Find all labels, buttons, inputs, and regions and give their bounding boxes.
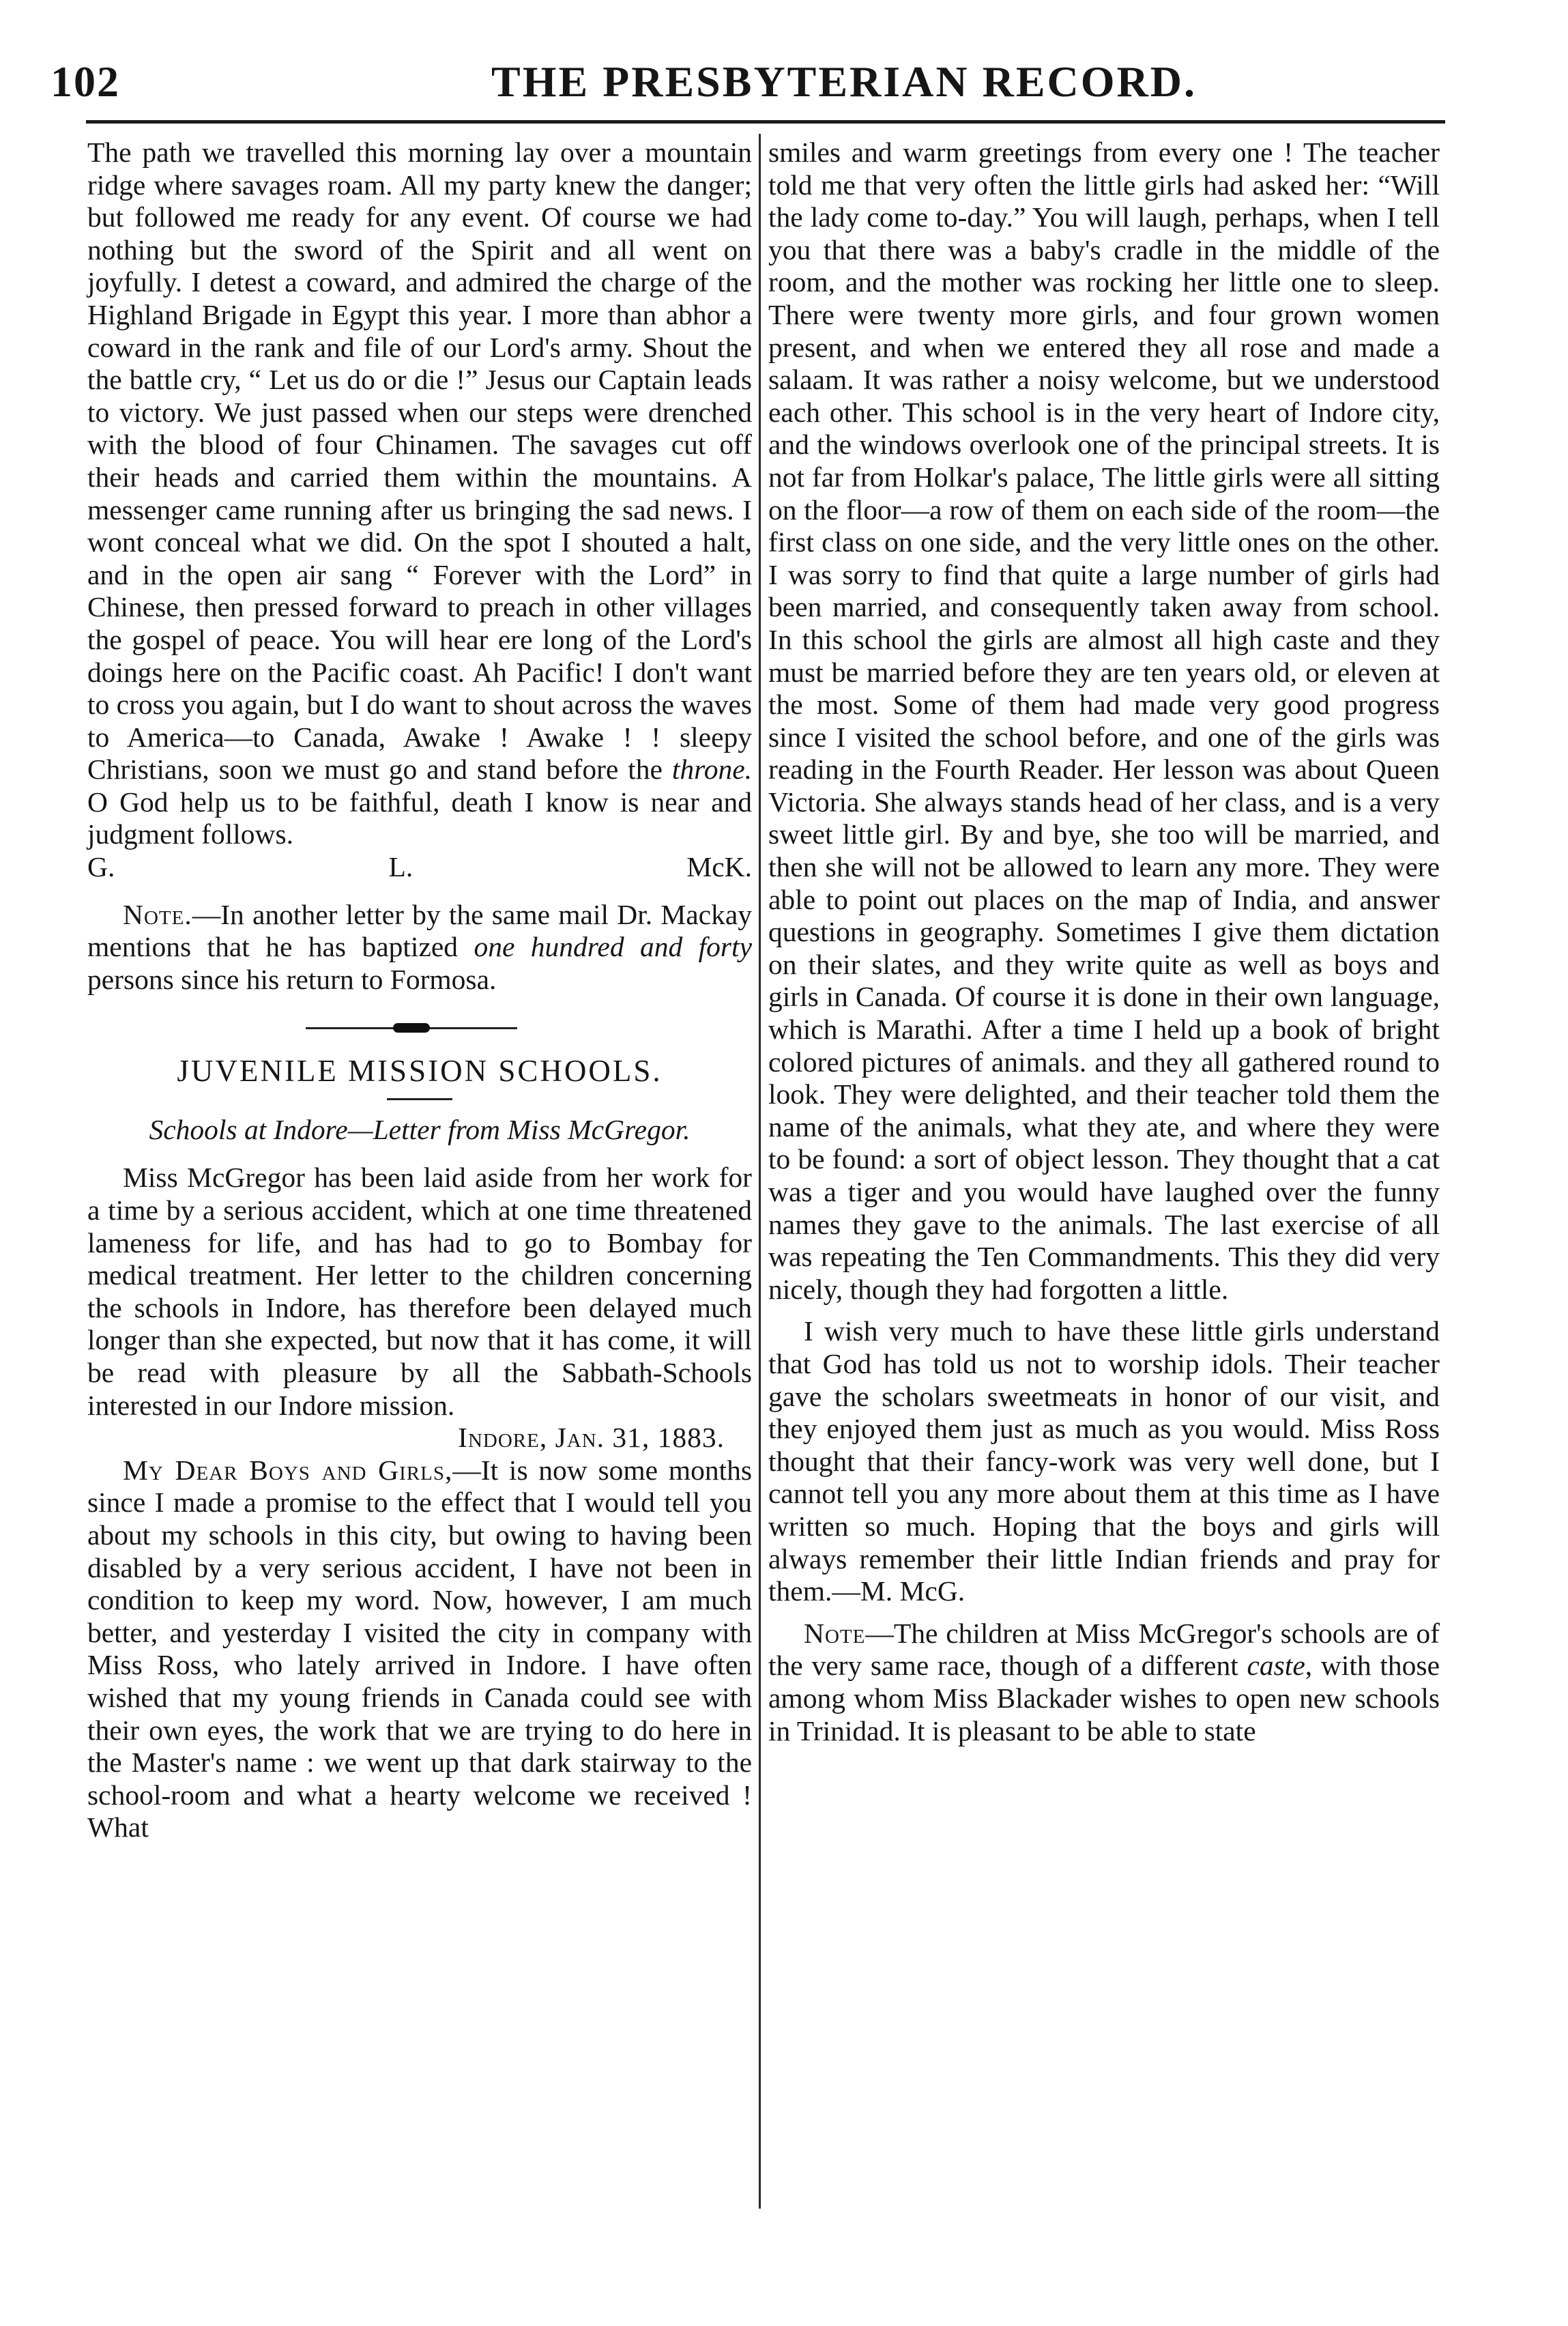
left-column: [87, 137, 752, 1844]
right-note-text-end: , with those among whom Miss Blackader wishes to open new schools in Trinidad. It is pleasant to be able to state: [768, 1650, 1440, 1747]
formosa-letter-paragraph: [87, 137, 752, 851]
note-text-end: persons since his return to Formosa.: [87, 963, 497, 995]
right-note-text: —The children at Miss McGregor's schools are of the very same race, though of a different: [768, 1617, 1440, 1682]
note-text: —In another letter by the same mail Dr. Mackay mentions that he has baptized: [87, 898, 752, 963]
section-heading: JUVENILE MISSION SCHOOLS.: [177, 1054, 663, 1089]
letter-continuation-paragraph: smiles and warm greetings from every one ! The teacher told me that very often the little girls had asked her: “Will the lady come to-day.” You will laugh, perhaps, when I tell you that there was a baby's cradle in the middle of the room, and the mother was rocking her little one to sleep. There were twenty more girls, and four grown women present, and when we entered they all rose and made a salaam. It was rather a noisy welcome, but we understood each other. This school is in the very heart of Indore city, and the windows overlook one of the principal streets. It is not far from Holkar's palace, The little girls were all sitting on the floor—a row of them on each side of the room—the first class on one side, and the very little ones on the other. I was sorry to find that quite a large number of girls had been married, and consequently taken away from school. In this school the girls are almost all high caste and they must be married before they are ten years old, or eleven at the most. Some of them had made very good progress since I visited the school before, and one of the girls was reading in the Fourth Reader. Her lesson was about Queen Victoria. She always stands head of her class, and is a very sweet little girl. By and bye, she too will be married, and then she will not be allowed to learn any more. They were able to point out places on the map of India, and answer questions in geography. Sometimes I give them dictation on their slates, and they write quite as well as boys and girls in Canada. Of course it is done in their own language, which is Marathi. After a time I held up a book of bright colored pictures of animals. and they all gathered round to look. They were delighted, and their teacher told them the name of the animals, what they ate, and where they were to be found: a sort of object lesson. They thought that a cat was a tiger and you would have laughed over the funny names they gave to the animals. The last exercise of all was repeating the Ten Commandments. This they did very nicely, though they had forgotten a little.: [768, 137, 1440, 1305]
right-column: [768, 137, 1440, 1747]
header-rule: [86, 120, 1445, 124]
intro-paragraph: Miss McGregor has been laid aside from her work for a time by a serious accident, which at one time threatened lameness for life, and has had to go to Bombay for medical treatment. Her letter to the children concerning the schools in Indore, has therefore been delayed much longer than she expected, but now that it has come, it will be read with pleasure by all the Sabbath-Schools interested in our Indore mission.: [87, 1162, 752, 1421]
formosa-letter-closing: O God help us to be faithful, death I know is near and judgment follows.: [87, 786, 752, 850]
page-header: [41, 48, 1447, 116]
column-divider: [759, 134, 761, 2209]
caste-emphasis: caste: [1247, 1650, 1305, 1682]
letter-closing-paragraph: I wish very much to have these little girls understand that God has told us not to worship idols. Their teacher gave the scholars sweetmeats in honor of our visit, and they enjoyed them just as much as you would. Miss Ross thought that their fancy-work was very well done, but I cannot tell you any more about them at this time as I have written so much. Hoping that the boys and girls will always remember their little Indian friends and pray for them.—M. McG.: [768, 1315, 1440, 1607]
mackay-note: [87, 899, 752, 996]
note-emphasis: one hundred and forty: [474, 931, 752, 963]
publication-title: THE PRESBYTERIAN RECORD.: [491, 57, 1197, 106]
section-ornament: [87, 1015, 752, 1042]
note-label: Note.: [123, 898, 192, 930]
letter-opening-paragraph: [87, 1454, 752, 1844]
letter-dateline: Indore, Jan. 31, 1883.: [458, 1422, 725, 1454]
throne-emphasis: throne.: [671, 753, 753, 786]
letter-signature: G. L. McK.: [87, 851, 752, 883]
letter-salutation: My Dear Boys and Girls,: [123, 1454, 453, 1486]
article-subtitle: Schools at Indore—Letter from Miss McGregor.: [149, 1114, 691, 1146]
race-caste-note: [768, 1618, 1440, 1747]
page-number: 102: [50, 57, 120, 106]
formosa-letter-text: The path we travelled this morning lay over a mountain ridge where savages roam. All my party knew the danger; but followed me ready for any event. Of course we had nothing but the sword of the Spirit and all went on joyfully. I detest a coward, and admired the charge of the Highland Brigade in Egypt this year. I more than abhor a coward in the rank and file of our Lord's army. Shout the the battle cry, “ Let us do or die !” Jesus our Captain leads to victory. We just passed when our steps were drenched with the blood of four Chinamen. The savages cut off their heads and carried them within the mountains. A messenger came running after us bringing the sad news. I wont conceal what we did. On the spot I shouted a halt, and in the open air sang “ Forever with the Lord” in Chinese, then pressed forward to preach in other villages the gospel of peace. You will hear ere long of the Lord's doings here on the Pacific coast. Ah Pacific! I don't want to cross you again, but I do want to shout across the waves to America—to Canada, Awake ! Awake ! ! sleepy Christians, soon we must go and stand before the: [87, 137, 752, 786]
letter-opening-text: —It is now some months since I made a promise to the effect that I would tell you about my schools in this city, but owing to having been disabled by a very serious accident, I have not been in condition to keep my word. Now, however, I am much better, and yesterday I visited the city in company with Miss Ross, who lately arrived in Indore. I have often wished that my young friends in Canada could see with their own eyes, the work that we are trying to do here in the Master's name : we went up that dark stairway to the school-room and what a hearty welcome we received ! What: [87, 1454, 752, 1843]
heading-rule: [387, 1098, 452, 1100]
right-note-label: Note: [804, 1617, 866, 1649]
signature-line: [87, 851, 752, 884]
ornament-flourish: [393, 1023, 430, 1033]
